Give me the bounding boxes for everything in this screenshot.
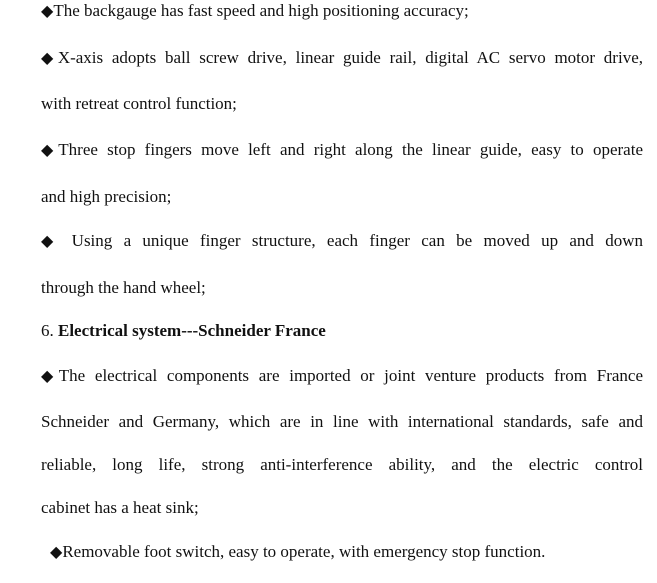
paragraph-text: The backgauge has fast speed and high positioning accuracy;: [53, 1, 469, 20]
paragraph-continuation: Schneider and Germany, which are in line with international standards, safe and: [41, 412, 643, 431]
bullet-paragraph-finger-structure: [41, 231, 643, 252]
section-title: Electrical system---Schneider France: [58, 321, 326, 340]
section-heading-electrical-system: [41, 321, 643, 341]
diamond-bullet-icon: ◆: [41, 233, 61, 250]
paragraph-text: Using a unique finger structure, each finger can be moved up and down: [60, 231, 643, 250]
bullet-paragraph-foot-switch: [50, 542, 643, 563]
paragraph-continuation: and high precision;: [41, 187, 172, 206]
diamond-bullet-icon: ◆: [41, 3, 54, 20]
diamond-bullet-icon: ◆: [41, 50, 58, 67]
bullet-paragraph-x-axis: [41, 48, 643, 69]
paragraph-continuation: cabinet has a heat sink;: [41, 498, 199, 517]
paragraph-continuation: with retreat control function;: [41, 94, 237, 113]
diamond-bullet-icon: ◆: [41, 368, 59, 385]
paragraph-text: The electrical components are imported or joint venture products from France: [58, 366, 643, 385]
paragraph-continuation: reliable, long life, strong anti-interference ability, and the electric control: [41, 455, 643, 474]
paragraph-text: Three stop fingers move left and right along the linear guide, easy to operate: [58, 140, 643, 159]
diamond-bullet-icon: ◆: [41, 142, 59, 159]
bullet-paragraph-stop-fingers: [41, 140, 643, 161]
paragraph-continuation: through the hand wheel;: [41, 278, 206, 297]
paragraph-text: Removable foot switch, easy to operate, with emergency stop function.: [62, 542, 546, 561]
bullet-paragraph-backgauge: [41, 1, 643, 22]
paragraph-text: X-axis adopts ball screw drive, linear guide rail, digital AC servo motor drive,: [57, 48, 643, 67]
bullet-paragraph-electrical-components: [41, 366, 643, 387]
section-number: 6.: [41, 321, 58, 340]
diamond-bullet-icon: ◆: [50, 544, 63, 561]
